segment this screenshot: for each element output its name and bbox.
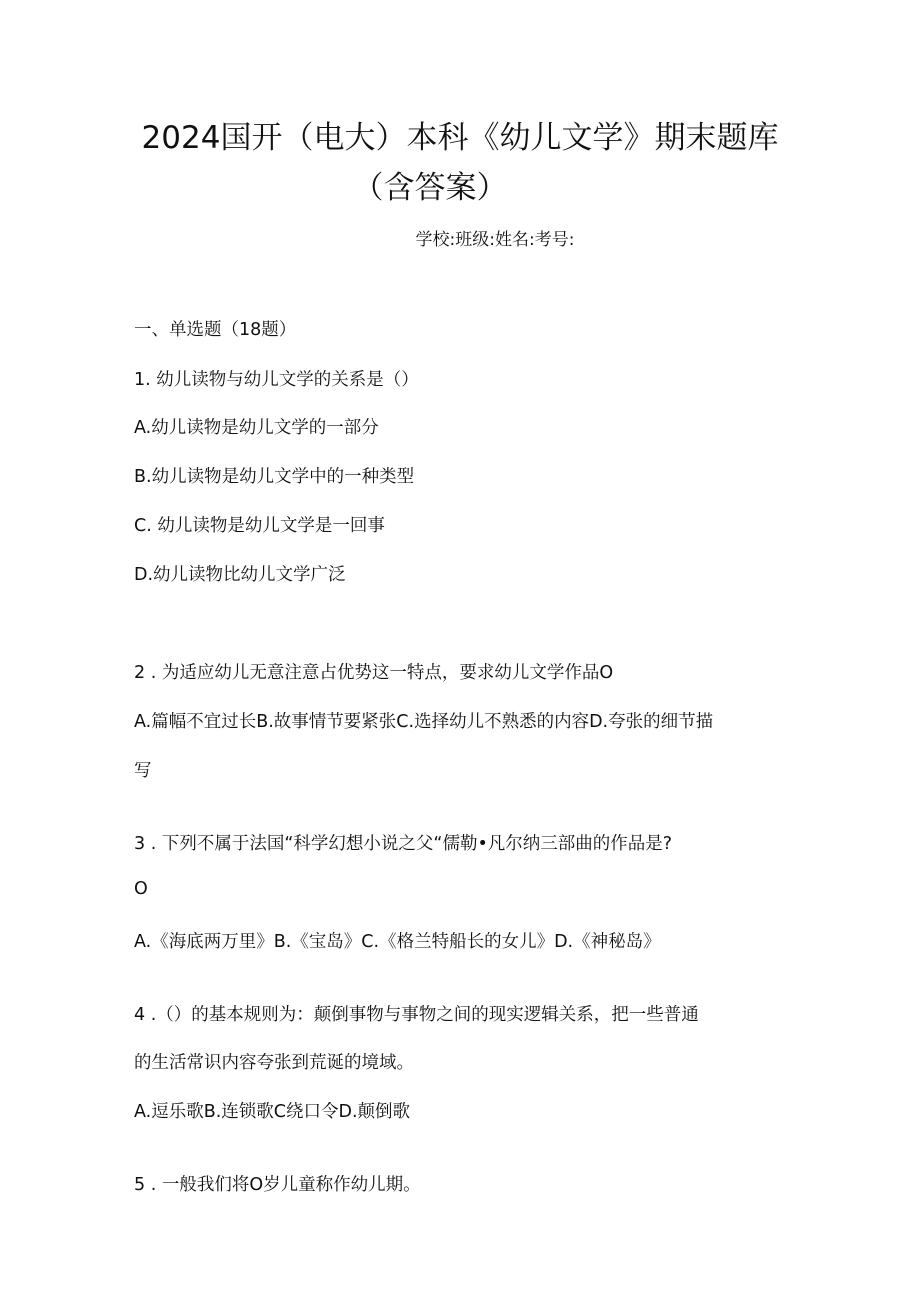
question-3-options: A.《海底两万里》B.《宝岛》C.《格兰特船长的女儿》D.《神秘岛》 [134, 932, 661, 952]
question-1-option-b: B.幼儿读物是幼儿文学中的一种类型 [134, 467, 415, 487]
question-4-stem-continued: 的生活常识内容夸张到荒诞的境域。 [134, 1053, 414, 1073]
question-1-option-a: A.幼儿读物是幼儿文学的一部分 [134, 418, 379, 438]
question-2-stem: 2 . 为适应幼儿无意注意占优势这一特点，要求幼儿文学作品O [134, 663, 614, 683]
question-2-options: A.篇幅不宜过长B.故事情节要紧张C.选择幼儿不熟悉的内容D.夸张的细节描 [134, 712, 714, 732]
question-1-stem: 1. 幼儿读物与幼儿文学的关系是（） [134, 370, 419, 390]
question-3-stem: 3 . 下列不属于法国“科学幻想小说之父“儒勒•凡尔纳三部曲的作品是? [134, 834, 673, 854]
question-3-stem-continued: O [134, 879, 148, 899]
document-title-line1: 2024国开（电大）本科《幼儿文学》期末题库 [141, 120, 779, 156]
question-2-options-continued: 写 [134, 761, 152, 781]
question-1-option-c: C. 幼儿读物是幼儿文学是一回事 [134, 516, 385, 536]
question-4-options: A.逗乐歌B.连锁歌C绕口令D.颠倒歌 [134, 1102, 411, 1122]
document-title-line2: （含答案） [352, 170, 508, 206]
question-5-stem: 5 . 一般我们将O岁儿童称作幼儿期。 [134, 1175, 421, 1195]
question-1-option-d: D.幼儿读物比幼儿文学广泛 [134, 565, 346, 585]
question-4-stem: 4 .（）的基本规则为：颠倒事物与事物之间的现实逻辑关系，把一些普通 [134, 1005, 699, 1025]
section-heading: 一、单选题（18题） [134, 320, 297, 340]
student-info-line: 学校:班级:姓名:考号: [415, 230, 575, 250]
